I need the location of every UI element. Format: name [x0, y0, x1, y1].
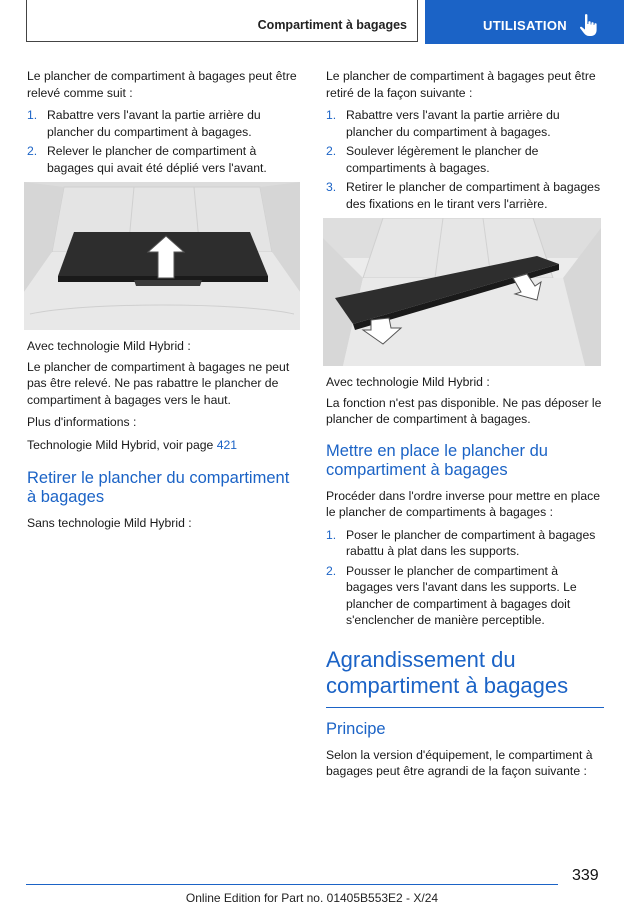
- step-text: Retirer le plancher de compartiment à bagages des fixations en le tirant vers l'arrière.: [346, 180, 601, 211]
- right-mild-hybrid-text: La fonction n'est pas disponible. Ne pas déposer le plancher de compartiment à bagages.: [326, 395, 602, 426]
- step-number: 2.: [27, 144, 38, 158]
- step-number: 1.: [27, 108, 38, 122]
- left-column: [27, 68, 302, 538]
- footer-rule: [26, 884, 558, 885]
- section-title: Compartiment à bagages: [257, 18, 407, 32]
- step-number: 1.: [326, 108, 337, 122]
- right-column: [326, 68, 604, 786]
- page-number: 339: [572, 867, 599, 884]
- heading-install-floor: Mettre en place le plancher du compartiment à bagages: [326, 441, 548, 479]
- header-box: [26, 0, 418, 42]
- list-item: [326, 563, 604, 629]
- page-reference-link[interactable]: 421: [216, 437, 238, 452]
- cross-reference-text: Technologie Mild Hybrid, voir page: [27, 437, 217, 452]
- step-number: 2.: [326, 563, 337, 578]
- right-intro: Le plancher de compartiment à bagages peut être retiré de la façon suivante :: [326, 69, 596, 100]
- right-mild-hybrid-label: Avec technologie Mild Hybrid :: [326, 375, 490, 389]
- heading-principle: Principe: [326, 719, 386, 738]
- heading-enlarge-trunk: Agrandissement du compartiment à bagages: [326, 647, 604, 708]
- without-mild-hybrid-label: Sans technologie Mild Hybrid :: [27, 516, 192, 530]
- heading-remove-floor: Retirer le plancher du compartiment à bagages: [27, 469, 290, 506]
- more-info-label: Plus d'informations :: [27, 415, 137, 429]
- list-item: [326, 179, 604, 212]
- list-item: [326, 107, 604, 140]
- left-step-list: [27, 107, 302, 176]
- cross-reference: [27, 437, 302, 454]
- pointing-hand-icon: [579, 13, 599, 37]
- left-mild-hybrid-label: Avec technologie Mild Hybrid :: [27, 339, 191, 353]
- step-text: Soulever légèrement le plancher de compartiments à bagages.: [346, 144, 539, 175]
- step-number: 1.: [326, 527, 337, 542]
- step-text: Poser le plancher de compartiment à bagages rabattu à plat dans les supports.: [346, 527, 596, 558]
- step-text: Pousser le plancher de compartiment à bagages vers l'avant dans les supports. Le plancher de compartiment à bagages doit s'enclencher de manière perceptible.: [346, 563, 577, 627]
- step-number: 2.: [326, 144, 337, 158]
- install-intro: Procéder dans l'ordre inverse pour mettre en place le plancher de compartiments à bagages :: [326, 488, 600, 519]
- step-text: Rabattre vers l'avant la partie arrière du plancher du compartiment à bagages.: [47, 108, 261, 139]
- trunk-floor-remove-illustration: [323, 218, 601, 366]
- right-step-list: [326, 107, 604, 212]
- step-number: 3.: [326, 180, 337, 194]
- list-item: [27, 107, 302, 140]
- trunk-floor-raise-illustration: [24, 182, 300, 330]
- list-item: [326, 143, 604, 176]
- chapter-tab[interactable]: [425, 0, 624, 44]
- edition-note: Online Edition for Part no. 01405B553E2 - X/24: [185, 891, 439, 905]
- left-mild-hybrid-text: Le plancher de compartiment à bagages ne peut pas être relevé. Ne pas rabattre le plancher de compartiment à bagages vers le haut.: [27, 359, 290, 407]
- step-text: Rabattre vers l'avant la partie arrière du plancher du compartiment à bagages.: [346, 108, 560, 139]
- list-item: [326, 527, 604, 560]
- principle-text: Selon la version d'équipement, le compartiment à bagages peut être agrandi de la façon suivante :: [326, 747, 593, 778]
- step-text: Relever le plancher de compartiment à bagages qui avait été déplié vers l'avant.: [47, 144, 267, 175]
- left-intro: Le plancher de compartiment à bagages peut être relevé comme suit :: [27, 69, 297, 100]
- chapter-tab-label: UTILISATION: [483, 18, 567, 33]
- list-item: [27, 143, 302, 176]
- install-step-list: [326, 527, 604, 629]
